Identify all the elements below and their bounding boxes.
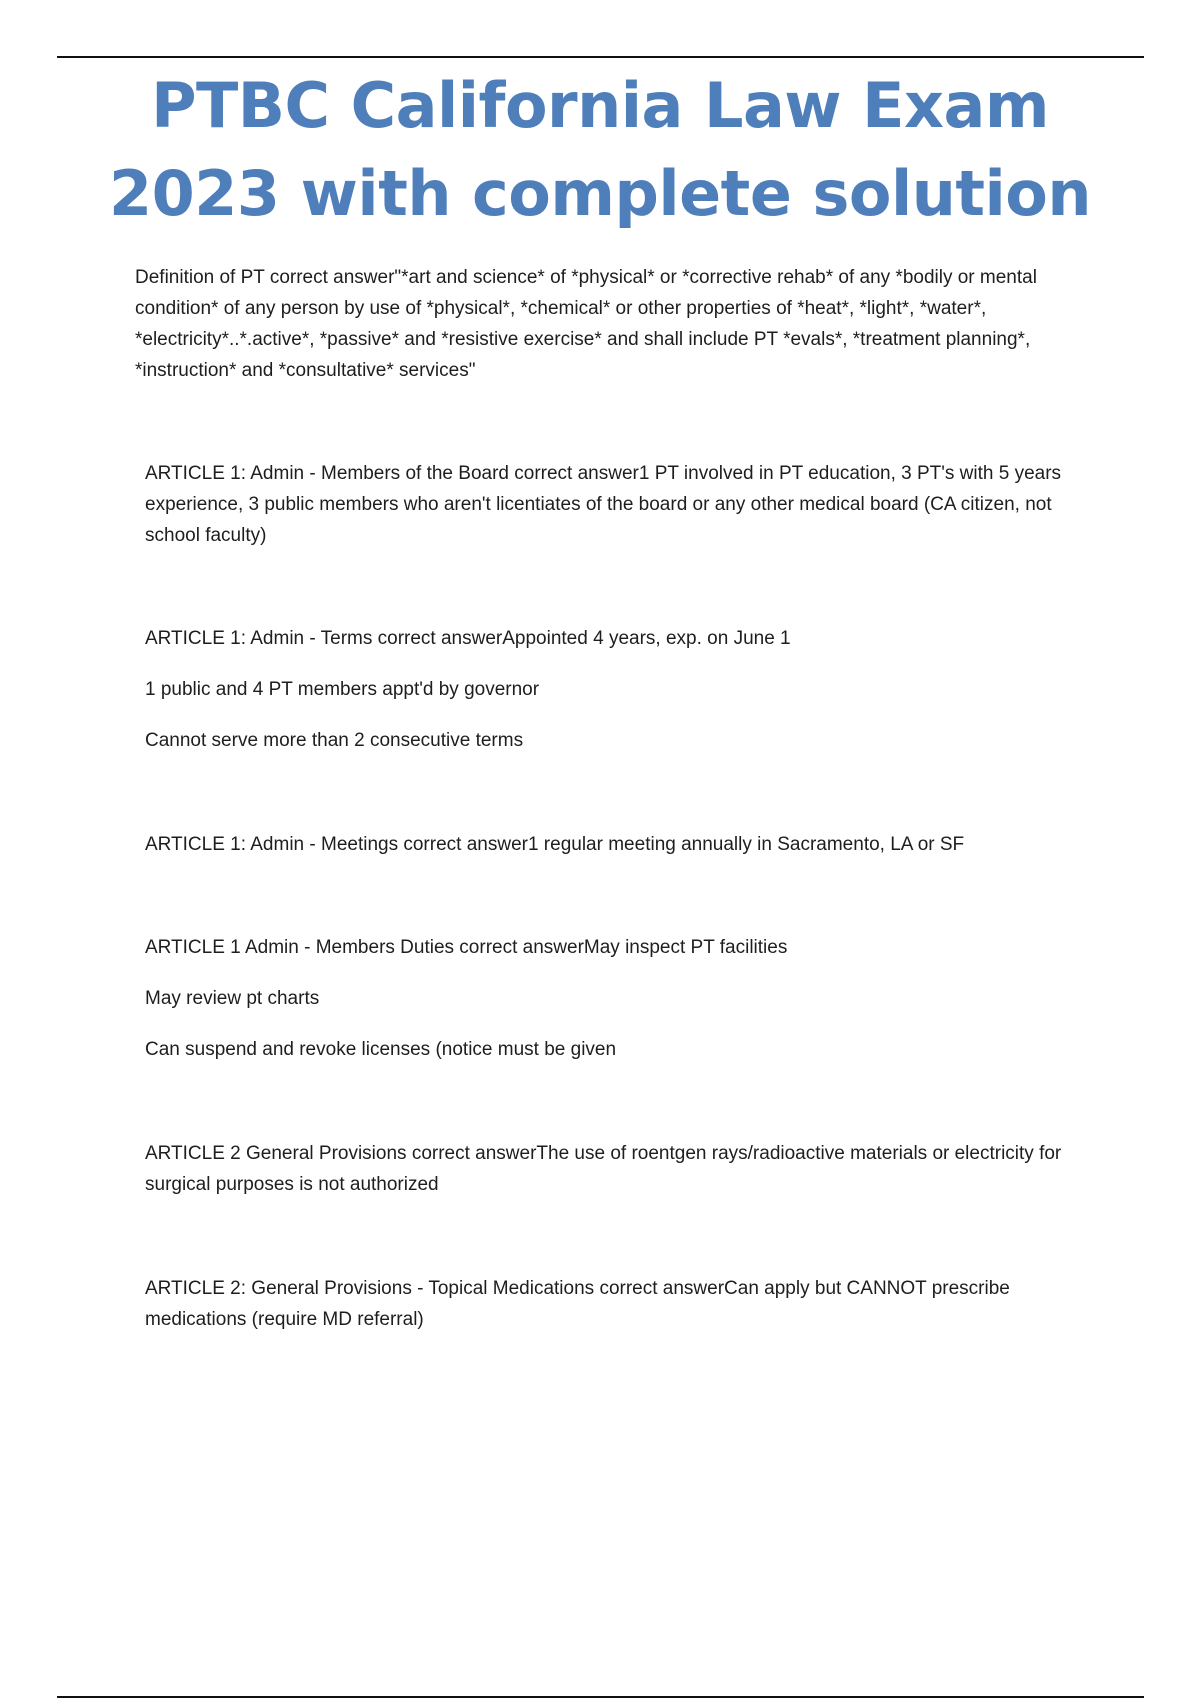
entry-text: ARTICLE 1 Admin - Members Duties correct answerMay inspect PT facilities <box>145 937 788 958</box>
entry-text: 1 public and 4 PT members appt'd by governor <box>145 679 540 700</box>
entry-text: ARTICLE 1: Admin - Members of the Board correct answer1 PT involved in PT education, 3 PT's with 5 years experience, 3 public members who aren't licentiates of the board or any other medical board (CA citizen, not school faculty) <box>145 463 1062 546</box>
qa-entry-article1-duties <box>145 932 1095 1065</box>
entry-text: ARTICLE 2: General Provisions - Topical Medications correct answerCan apply but CANNOT prescribe medications (require MD referral) <box>145 1278 1010 1330</box>
qa-entry-article1-meetings <box>145 829 1095 860</box>
entry-text: ARTICLE 1: Admin - Terms correct answerAppointed 4 years, exp. on June 1 <box>145 628 791 649</box>
qa-entry-definition <box>135 262 1095 386</box>
document-title: PTBC California Law Exam 2023 with complete solution <box>109 69 1091 230</box>
entry-text: ARTICLE 1: Admin - Meetings correct answer1 regular meeting annually in Sacramento, LA or SF <box>145 834 965 855</box>
entry-text: May review pt charts <box>145 988 320 1009</box>
qa-entry-article2-topical <box>145 1273 1095 1335</box>
qa-entry-article1-terms <box>145 623 1095 756</box>
entry-text: ARTICLE 2 General Provisions correct answerThe use of roentgen rays/radioactive materials or electricity for surgical purposes is not authorized <box>145 1143 1062 1195</box>
entry-text: Can suspend and revoke licenses (notice must be given <box>145 1039 617 1060</box>
bottom-rule <box>57 1696 1144 1698</box>
qa-entry-article1-members <box>145 458 1095 551</box>
entry-text: Definition of PT correct answer"*art and science* of *physical* or *corrective rehab* of any *bodily or mental condition* of any person by use of *physical*, *chemical* or other properties of *heat*, *light*, *water*, *electricity*..*.active*, *passive* and *resistive exercise* and shall include PT *evals*, *treatment planning*, *instruction* and *consultative* services" <box>135 267 1037 381</box>
top-rule <box>57 56 1144 58</box>
qa-entry-article2-general <box>145 1138 1095 1200</box>
entry-text: Cannot serve more than 2 consecutive terms <box>145 730 524 751</box>
